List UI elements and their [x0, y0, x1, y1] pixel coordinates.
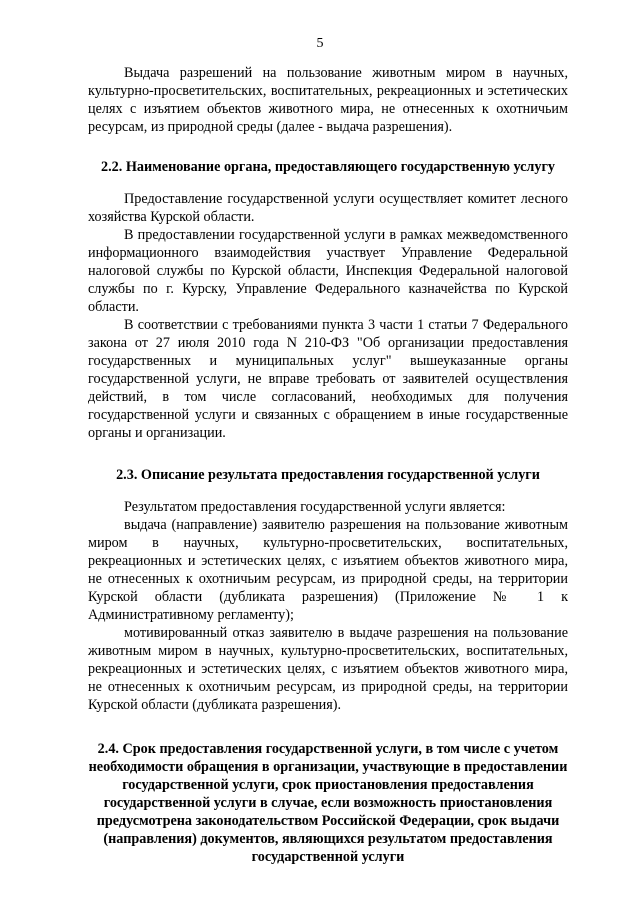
- section-2-3-paragraph-3: мотивированный отказ заявителю в выдаче разрешения на пользование животным миром в научных, культурно-просветительских, воспитательных, рекреационных и эстетических целях, с изъятием объектов животного мира, не отнесенных к охотничьим ресурсам, из природной среды, на территории Курской области (дубликата разрешения).: [88, 625, 568, 713]
- section-2-2-heading: 2.2. Наименование органа, предоставляющего государственную услугу: [100, 159, 556, 175]
- page-number: 5: [316, 36, 324, 51]
- section-2-3-heading: 2.3. Описание результата предоставления государственной услуги: [116, 467, 540, 483]
- section-2-2-paragraph-3: В соответствии с требованиями пункта 3 части 1 статьи 7 Федерального закона от 27 июля 2010 года N 210-ФЗ "Об организации предоставления государственных и муниципальных услуг" вышеуказанные органы государственной услуги, не вправе требовать от заявителей осуществления действий, в том числе согласований, необходимых для получения государственной услуги и связанных с обращением в иные государственные органы и организации.: [88, 317, 568, 441]
- section-2-3-paragraph-2: выдача (направление) заявителю разрешения на пользование животным миром в научных, культурно-просветительских, воспитательных, рекреационных и эстетических целях, с изъятием объектов животного мира, не отнесенных к охотничьим ресурсам, из природной среды, на территории Курской области (дубликата разрешения) (Приложение № 1 к Административному регламенту);: [88, 517, 568, 623]
- section-2-4-heading: 2.4. Срок предоставления государственной услуги, в том числе с учетом необходимости обращения в организации, участвующие в предоставлении государственной услуги, срок приостановления предоставления государственной услуги в случае, если возможность приостановления предусмотрена законодательством Российской Федерации, срок выдачи (направления) документов, являющихся результатом предоставления государственной услуги: [88, 741, 568, 865]
- page-content: [88, 64, 568, 880]
- section-2-2-paragraph-1: Предоставление государственной услуги осуществляет комитет лесного хозяйства Курской области.: [88, 191, 568, 225]
- intro-paragraph: Выдача разрешений на пользование животным миром в научных, культурно-просветительских, воспитательных, рекреационных и эстетических целях с изъятием объектов животного мира, не отнесенных к охотничьим ресурсам, из природной среды (далее - выдача разрешения).: [88, 65, 568, 135]
- section-2-3-paragraph-1: Результатом предоставления государственной услуги является:: [124, 499, 506, 515]
- section-2-2-paragraph-2: В предоставлении государственной услуги в рамках межведомственного информационного взаимодействия участвует Управление Федеральной налоговой службы по Курской области, Инспекция Федеральной налоговой службы по г. Курску, Управление Федерального казначейства по Курской области.: [88, 227, 568, 315]
